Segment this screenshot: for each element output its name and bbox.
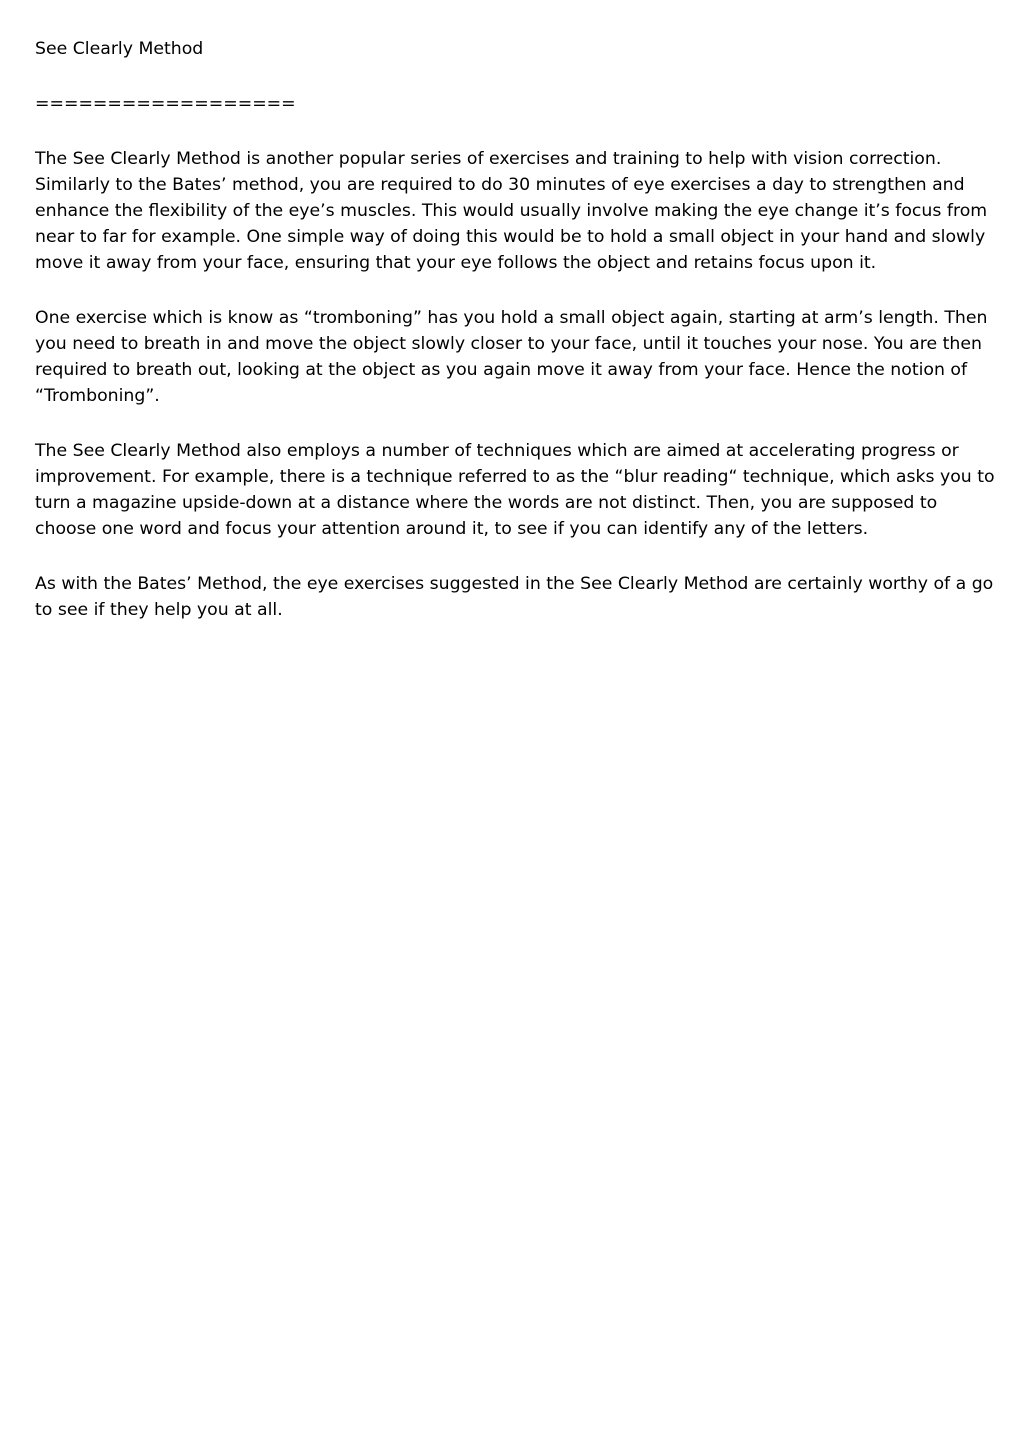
paragraph-tromboning: One exercise which is know as “tromboning” has you hold a small object again, starting at arm’s length. Then you need to breath in and move the object slowly closer to your face, until it touches your nose. You are then required to breath out, looking at the object as you again move it away from your face. Hence the notion of “Tromboning”. bbox=[35, 308, 988, 406]
paragraph-intro: The See Clearly Method is another popular series of exercises and training to help with vision correction. Similarly to the Bates’ method, you are required to do 30 minutes of eye exercises a day to strengthen and enhance the flexibility of the eye’s muscles. This would usually involve making the eye change it’s focus from near to far for example. One simple way of doing this would be to hold a small object in your hand and slowly move it away from your face, ensuring that your eye follows the object and retains focus upon it. bbox=[35, 149, 988, 273]
title-underline: ================== bbox=[35, 94, 296, 114]
document-title: See Clearly Method bbox=[35, 39, 204, 59]
paragraph-conclusion: As with the Bates’ Method, the eye exercises suggested in the See Clearly Method are certainly worthy of a go to see if they help you at all. bbox=[35, 574, 994, 620]
document-page bbox=[35, 36, 995, 652]
paragraph-techniques: The See Clearly Method also employs a number of techniques which are aimed at accelerating progress or improvement. For example, there is a technique referred to as the “blur reading“ technique, which asks you to turn a magazine upside-down at a distance where the words are not distinct. Then, you are supposed to choose one word and focus your attention around it, to see if you can identify any of the letters. bbox=[35, 441, 995, 539]
